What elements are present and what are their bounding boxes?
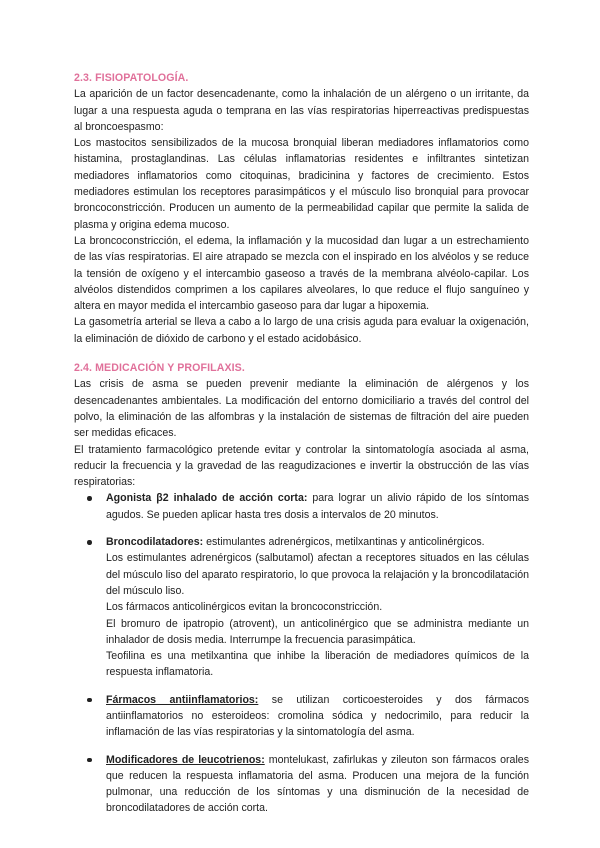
item-text: montelukast, zafirlukas y zileuton son fármacos orales que reducen la respuesta inflamatoria del asma. Producen una mejora de la función pulmonar, una reducción de los síntomas y una disminución de la necesidad de broncodilatadores de acción corta. [106, 753, 529, 815]
list-item-agonista [106, 490, 529, 523]
paragraph: La gasometría arterial se lleva a cabo a lo largo de una crisis aguda para evaluar la oxigenación, la eliminación de dióxido de carbono y el estado acidobásico. [74, 316, 529, 345]
section-heading-medicacion: 2.4. MEDICACIÓN Y PROFILAXIS. [74, 362, 245, 375]
item-term: Modificadores de leucotrienos: [106, 753, 265, 766]
item-text: para lograr un alivio rápido de los síntomas agudos. Se pueden aplicar hasta tres dosis a intervalos de 20 minutos. [106, 492, 529, 521]
list-item-antiinflamatorios [106, 692, 529, 741]
paragraph: Los mastocitos sensibilizados de la mucosa bronquial liberan mediadores inflamatorios como histamina, prostaglandinas. Las células inflamatorias residentes e infiltrantes sintetizan mediadores inflamatorios como citoquinas, bradicinina y factores de crecimiento. Estos mediadores estimulan los receptores parasimpáticos y el músculo liso bronquial para provocar broncoconstricción. Producen un aumento de la permeabilidad capilar que permite la salida de plasma y origina edema mucoso. [74, 137, 529, 231]
item-term: Fármacos antiinflamatorios: [106, 693, 259, 706]
item-term: Broncodilatadores: [106, 536, 204, 549]
list-item-broncodilatadores [106, 534, 529, 681]
item-text: Los fármacos anticolinérgicos evitan la broncoconstricción. [106, 601, 383, 614]
section-heading-fisiopatologia: 2.3. FISIOPATOLOGÍA. [74, 72, 189, 84]
item-text: se utilizan corticoesteroides y dos fármacos antiinflamatorios no esteroideos: cromolina sódica y nedocrimilo, para reducir la inflamación de las vías respiratorias y la sintomatología del asma. [106, 693, 530, 739]
item-text: estimulantes adrenérgicos, metilxantinas y anticolinérgicos. [206, 536, 485, 549]
item-term: Agonista β2 inhalado de acción corta: [106, 492, 308, 505]
paragraph: Las crisis de asma se pueden prevenir mediante la eliminación de alérgenos y los desencadenantes ambientales. La modificación del entorno domiciliario a través del control del polvo, la eliminación de las alfombras y la instalación de sistemas de filtración del aire pueden ser medidas eficaces. [74, 378, 529, 440]
paragraph: La broncoconstricción, el edema, la inflamación y la mucosidad dan lugar a un estrechamiento de las vías respiratorias. El aire atrapado se mezcla con el inspirado en los alvéolos y se reduce la tensión de oxígeno y el intercambio gaseoso a través de la membrana alvéolo-capilar. Los alvéolos distendidos comprimen a los capilares alveolares, lo que reduce el flujo sanguíneo y altera en mayor medida el intercambio gaseoso para dar lugar a hipoxemia. [74, 234, 529, 313]
item-text: Teofilina es una metilxantina que inhibe la liberación de mediadores químicos de la respuesta inflamatoria. [106, 650, 529, 679]
paragraph: La aparición de un factor desencadenante, como la inhalación de un alérgeno o un irritante, da lugar a una respuesta aguda o temprana en las vías respiratorias hiperreactivas predispuestas al broncoespasmo: [74, 88, 529, 133]
item-text: Los estimulantes adrenérgicos (salbutamol) afectan a receptores situados en las células del músculo liso del aparato respiratorio, lo que provoca la relajación y la broncodilatación del músculo liso. [106, 552, 529, 597]
item-text: El bromuro de ipatropio (atrovent), un anticolinérgico que se administra mediante un inhalador de dosis media. Interrumpe la frecuencia parasimpática. [106, 617, 529, 646]
paragraph: El tratamiento farmacológico pretende evitar y controlar la sintomatología asociada al asma, reducir la frecuencia y la gravedad de las reagudizaciones e invertir la obstrucción de las vías respiratorias: [74, 443, 529, 489]
medication-list [74, 490, 529, 816]
list-item-leucotrienos [106, 752, 529, 817]
